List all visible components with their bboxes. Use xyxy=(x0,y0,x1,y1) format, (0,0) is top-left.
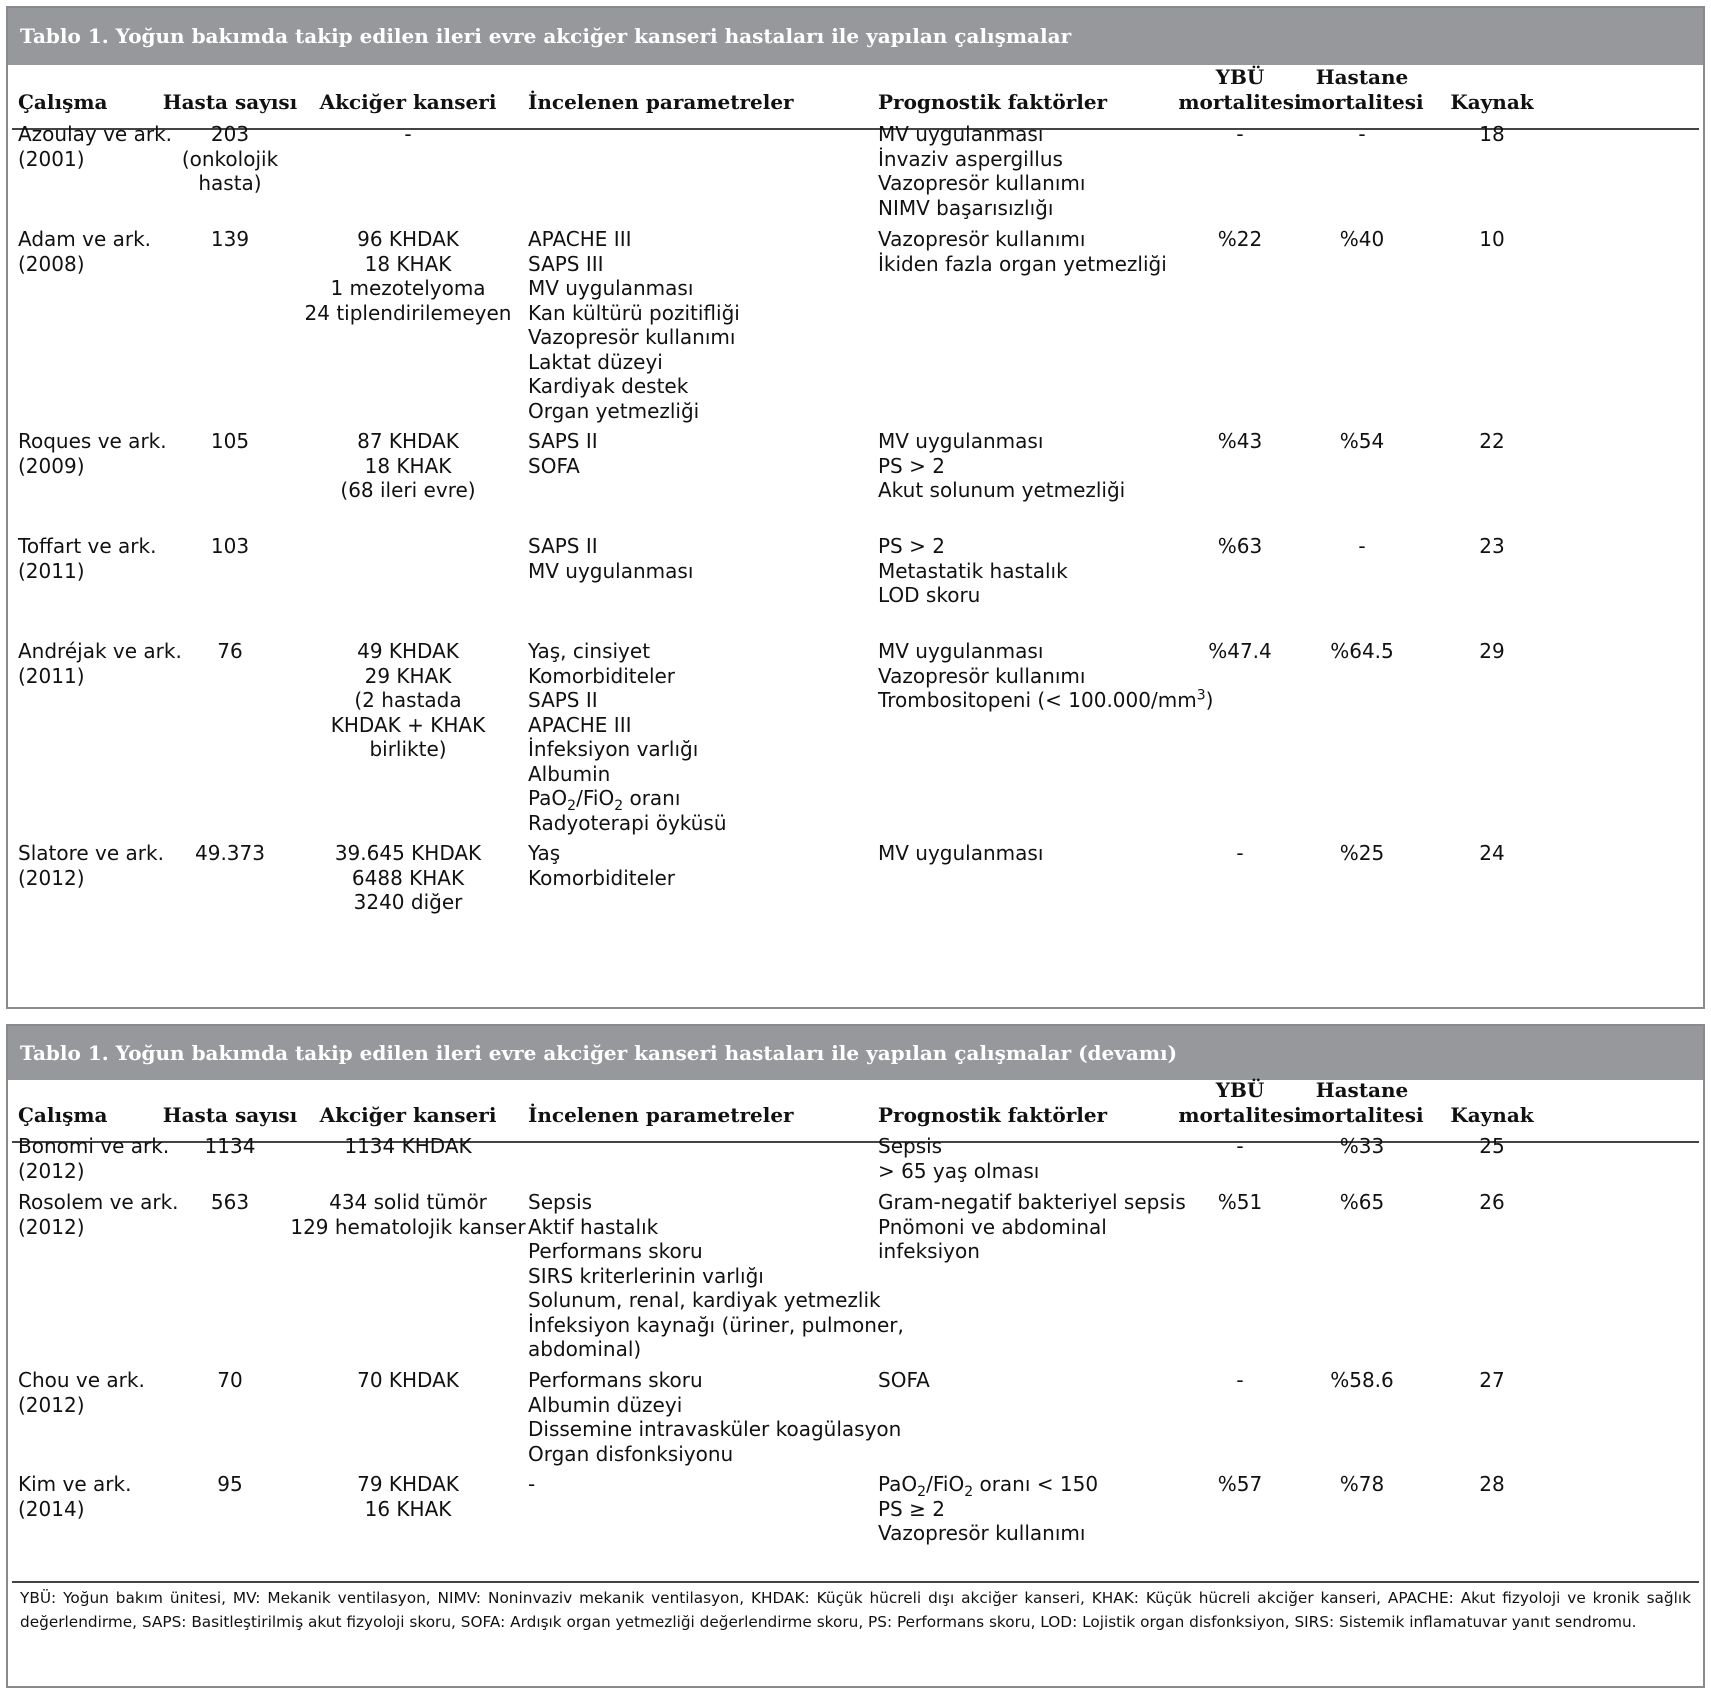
cell-params: İnfeksiyon varlığı xyxy=(528,737,699,761)
table-title-continued: Tablo 1. Yoğun bakımda takip edilen ileri evre akciğer kanseri hastaları ile yapılan çalışmalar (devamı) xyxy=(8,1026,1703,1080)
cell-params: Yaş, cinsiyet xyxy=(528,639,651,663)
cell-params: Komorbiditeler xyxy=(528,663,676,688)
column-header-cancer: Akciğer kanseri xyxy=(319,1103,497,1127)
cell-patients: 95 xyxy=(217,1472,243,1496)
cell-ref: 29 xyxy=(1479,639,1505,663)
column-header-patients: Hasta sayısı xyxy=(162,1103,298,1127)
cell-icu: - xyxy=(1236,841,1244,865)
cell-params: Dissemine intravasküler koagülasyon xyxy=(528,1417,902,1441)
cell-patients: hasta) xyxy=(198,171,262,195)
cell-study: Kim ve ark. xyxy=(18,1472,132,1496)
cell-ref: 24 xyxy=(1479,841,1505,865)
cell-factors: Trombositopeni (< $100.000/mm^3$) xyxy=(878,687,1214,712)
cell-params: Vazopresör kullanımı xyxy=(528,325,736,349)
cell-icu: - xyxy=(1236,122,1244,146)
cell-ref: 28 xyxy=(1479,1472,1505,1496)
table-panel-2 xyxy=(6,1024,1705,1688)
cell-study: Andréjak ve ark. xyxy=(18,639,182,663)
cell-params: Kan kültürü pozitifliği xyxy=(528,300,740,325)
cell-params: İnfeksiyon kaynağı (üriner, pulmoner, xyxy=(528,1312,904,1337)
cell-factors: Vazopresör kullanımı xyxy=(878,171,1086,195)
cell-factors: NIMV başarısızlığı xyxy=(878,195,1054,220)
cell-factors: infeksiyon xyxy=(878,1239,980,1263)
cell-factors: Metastatik hastalık xyxy=(878,558,1068,583)
cell-cancer: 79 KHDAK xyxy=(357,1472,459,1496)
cell-hosp: %64.5 xyxy=(1330,639,1394,663)
cell-study: Adam ve ark. xyxy=(18,227,152,251)
cell-factors: PaO$_2$/FiO$_2$ oranı < 150 xyxy=(878,1472,1099,1500)
cell-ref: 27 xyxy=(1479,1368,1505,1392)
cell-icu: %63 xyxy=(1217,534,1263,558)
cell-params: SAPS III xyxy=(528,251,604,276)
cell-params: APACHE III xyxy=(528,712,632,737)
cell-patients: 70 xyxy=(217,1368,243,1392)
cell-cancer: KHDAK + KHAK xyxy=(330,712,486,737)
table-panel-1 xyxy=(6,6,1705,1009)
cell-params: Albumin xyxy=(528,761,611,786)
cell-icu: - xyxy=(1236,1368,1244,1392)
cell-cancer: 96 KHDAK xyxy=(357,227,459,251)
cell-study: Slatore ve ark. xyxy=(18,841,164,865)
cell-study: (2012) xyxy=(18,1214,85,1239)
column-header-icu-line2: mortalitesi xyxy=(1178,1103,1302,1127)
cell-cancer: 39.645 KHDAK xyxy=(334,841,482,865)
cell-patients: 103 xyxy=(210,534,250,558)
cell-cancer: 434 solid tümör xyxy=(329,1190,487,1214)
column-header-hospital-line2: mortalitesi xyxy=(1300,90,1424,114)
cell-cancer: 129 hematolojik kanser xyxy=(290,1214,526,1239)
cell-study: (2014) xyxy=(18,1496,85,1521)
cell-factors: İnvaziv aspergillus xyxy=(878,146,1063,171)
cell-params: Radyoterapi öyküsü xyxy=(528,810,727,835)
column-header-study: Çalışma xyxy=(18,1103,108,1127)
cell-factors: Pnömoni ve abdominal xyxy=(878,1214,1107,1239)
cell-factors: MV uygulanması xyxy=(878,122,1044,146)
cell-study: (2012) xyxy=(18,1392,85,1417)
cell-patients: 203 xyxy=(210,122,250,146)
footnote-divider xyxy=(12,1581,1699,1583)
column-header-icu-line2: mortalitesi xyxy=(1178,90,1302,114)
column-header-cancer: Akciğer kanseri xyxy=(319,90,497,114)
cell-factors: MV uygulanması xyxy=(878,639,1044,663)
cell-ref: 10 xyxy=(1479,227,1505,251)
cell-factors: PS > 2 xyxy=(878,453,945,478)
cell-params: SAPS II xyxy=(528,534,598,558)
cell-factors: MV uygulanması xyxy=(878,841,1044,865)
cell-params: Yaş xyxy=(528,841,561,865)
column-header-ref: Kaynak xyxy=(1450,90,1534,114)
cell-factors: Vazopresör kullanımı xyxy=(878,1521,1086,1545)
cell-params: APACHE III xyxy=(528,227,632,251)
cell-study: Toffart ve ark. xyxy=(18,534,157,558)
cell-cancer: - xyxy=(404,122,412,146)
cell-hosp: %54 xyxy=(1339,429,1385,453)
cell-study: (2012) xyxy=(18,1158,85,1183)
cell-ref: 25 xyxy=(1479,1134,1505,1158)
cell-factors: Akut solunum yetmezliği xyxy=(878,478,1126,502)
cell-params: - xyxy=(528,1472,536,1496)
cell-hosp: %25 xyxy=(1339,841,1385,865)
column-header-hospital-line1: Hastane xyxy=(1315,65,1409,89)
cell-ref: 22 xyxy=(1479,429,1505,453)
cell-cancer: (2 hastada xyxy=(354,688,462,712)
cell-cancer: 49 KHDAK xyxy=(357,639,459,663)
cell-patients: 139 xyxy=(210,227,250,251)
cell-study: Roques ve ark. xyxy=(18,429,167,453)
cell-params: SAPS II xyxy=(528,429,598,453)
table-title: Tablo 1. Yoğun bakımda takip edilen ileri evre akciğer kanseri hastaları ile yapılan çalışmalar xyxy=(8,8,1703,65)
column-header-hospital-line1: Hastane xyxy=(1315,1078,1409,1102)
column-header-icu-line1: YBÜ xyxy=(1215,65,1265,89)
cell-factors: Vazopresör kullanımı xyxy=(878,227,1086,251)
cell-factors: Sepsis xyxy=(878,1134,943,1158)
cell-params: Aktif hastalık xyxy=(528,1214,659,1239)
cell-params: Sepsis xyxy=(528,1190,593,1214)
cell-study: (2008) xyxy=(18,251,85,276)
cell-params: MV uygulanması xyxy=(528,558,694,583)
cell-cancer: 1 mezotelyoma xyxy=(330,276,486,300)
cell-params: SAPS II xyxy=(528,688,598,712)
cell-params: Solunum, renal, kardiyak yetmezlik xyxy=(528,1288,881,1312)
cell-params: SIRS kriterlerinin varlığı xyxy=(528,1263,764,1288)
cell-study: Bonomi ve ark. xyxy=(18,1134,170,1158)
cell-hosp: - xyxy=(1358,122,1366,146)
cell-cancer: 24 tiplendirilemeyen xyxy=(304,300,512,325)
cell-icu: %47.4 xyxy=(1208,639,1272,663)
cell-cancer: 16 KHAK xyxy=(364,1496,452,1521)
cell-factors: İkiden fazla organ yetmezliği xyxy=(878,251,1167,276)
footnote: YBÜ: Yoğun bakım ünitesi, MV: Mekanik ventilasyon, NIMV: Noninvaziv mekanik ventilasyon, KHDAK: Küçük hücreli dışı akciğer kanseri, KHAK: Küçük hücreli akciğer kanseri, APACHE: Akut fizyoloji ve kronik sağlık değerlendirme, SAPS: Basitleştirilmiş akut fizyoloji skoru, SOFA: Ardışık organ yetmezliği değerlendirme skoru, PS: Performans skoru, LOD: Lojistik organ disfonksiyon, SIRS: Sistemik inflamatuvar yanıt sendromu. xyxy=(20,1589,1691,1631)
cell-patients: 76 xyxy=(217,639,243,663)
cell-params: PaO$_2$/FiO$_2$ oranı xyxy=(528,786,681,814)
cell-factors: LOD skoru xyxy=(878,583,981,607)
cell-patients: 49.373 xyxy=(195,841,265,865)
cell-params: Komorbiditeler xyxy=(528,865,676,890)
cell-study: Azoulay ve ark. xyxy=(18,122,173,146)
cell-factors: Gram-negatif bakteriyel sepsis xyxy=(878,1190,1186,1214)
cell-patients: 1134 xyxy=(204,1134,256,1158)
cell-patients: 563 xyxy=(210,1190,250,1214)
cell-cancer: 6488 KHAK xyxy=(351,865,465,890)
cell-hosp: %65 xyxy=(1339,1190,1385,1214)
cell-study: (2009) xyxy=(18,453,85,478)
cell-study: Chou ve ark. xyxy=(18,1368,145,1392)
cell-factors: > 65 yaş olması xyxy=(878,1158,1040,1183)
column-header-icu-line1: YBÜ xyxy=(1215,1078,1265,1102)
cell-hosp: %78 xyxy=(1339,1472,1385,1496)
cell-factors: PS ≥ 2 xyxy=(878,1496,945,1521)
cell-cancer: (68 ileri evre) xyxy=(340,478,476,502)
cell-patients: 105 xyxy=(210,429,250,453)
cell-params: Organ yetmezliği xyxy=(528,398,700,423)
column-header-study: Çalışma xyxy=(18,90,108,114)
cell-study: (2012) xyxy=(18,865,85,890)
cell-ref: 18 xyxy=(1479,122,1505,146)
cell-hosp: - xyxy=(1358,534,1366,558)
column-header-patients: Hasta sayısı xyxy=(162,90,298,114)
column-header-factors: Prognostik faktörler xyxy=(878,90,1108,114)
cell-params: Laktat düzeyi xyxy=(528,349,663,374)
cell-ref: 23 xyxy=(1479,534,1505,558)
cell-params: Albumin düzeyi xyxy=(528,1392,683,1417)
cell-icu: - xyxy=(1236,1134,1244,1158)
cell-factors: Vazopresör kullanımı xyxy=(878,663,1086,688)
cell-icu: %22 xyxy=(1217,227,1263,251)
cell-icu: %43 xyxy=(1217,429,1263,453)
cell-params: SOFA xyxy=(528,453,580,478)
cell-params: Performans skoru xyxy=(528,1368,703,1392)
cell-ref: 26 xyxy=(1479,1190,1505,1214)
column-header-params: İncelenen parametreler xyxy=(528,90,794,114)
cell-params: Organ disfonksiyonu xyxy=(528,1441,734,1466)
cell-study: (2011) xyxy=(18,663,85,688)
cell-cancer: 1134 KHDAK xyxy=(344,1134,472,1158)
column-header-params: İncelenen parametreler xyxy=(528,1103,794,1127)
cell-study: (2011) xyxy=(18,558,85,583)
cell-factors: PS > 2 xyxy=(878,534,945,558)
cell-hosp: %33 xyxy=(1339,1134,1385,1158)
column-header-factors: Prognostik faktörler xyxy=(878,1103,1108,1127)
cell-cancer: 3240 diğer xyxy=(353,890,463,914)
column-header-ref: Kaynak xyxy=(1450,1103,1534,1127)
cell-factors: MV uygulanması xyxy=(878,429,1044,453)
cell-params: Kardiyak destek xyxy=(528,374,689,398)
cell-icu: %51 xyxy=(1217,1190,1263,1214)
cell-hosp: %58.6 xyxy=(1330,1368,1394,1392)
cell-params: abdominal) xyxy=(528,1337,642,1361)
cell-cancer: birlikte) xyxy=(369,737,447,761)
cell-cancer: 87 KHDAK xyxy=(357,429,459,453)
cell-cancer: 70 KHDAK xyxy=(357,1368,459,1392)
column-header-hospital-line2: mortalitesi xyxy=(1300,1103,1424,1127)
cell-cancer: 29 KHAK xyxy=(364,663,452,688)
cell-params: MV uygulanması xyxy=(528,276,694,300)
cell-study: Rosolem ve ark. xyxy=(18,1190,179,1214)
cell-hosp: %40 xyxy=(1339,227,1385,251)
cell-params: Performans skoru xyxy=(528,1239,703,1263)
cell-factors: SOFA xyxy=(878,1368,930,1392)
cell-icu: %57 xyxy=(1217,1472,1263,1496)
cell-cancer: 18 KHAK xyxy=(364,251,452,276)
cell-study: (2001) xyxy=(18,146,85,171)
cell-patients: (onkolojik xyxy=(181,146,279,171)
cell-cancer: 18 KHAK xyxy=(364,453,452,478)
